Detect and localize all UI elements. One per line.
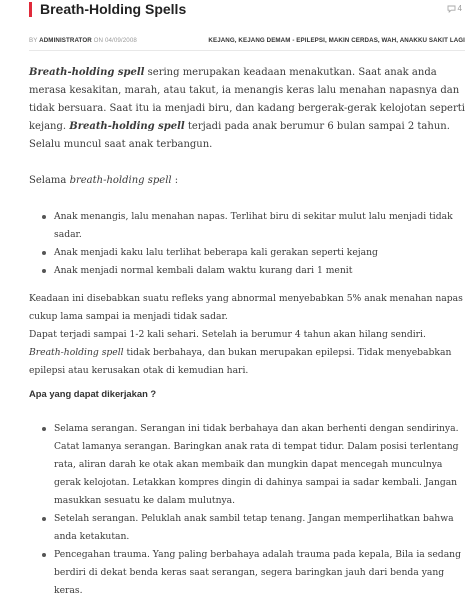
comment-count-value: 4 <box>457 4 462 13</box>
list-item: Anak menjadi normal kembali dalam waktu kurang dari 1 menit <box>29 262 465 280</box>
cause-line-1: Keadaan ini disebabkan suatu refleks yang abnormal menyebabkan 5% anak menahan napas cukup lama sampai ia menjadi tidak sadar. <box>29 293 463 322</box>
intro-paragraph <box>29 64 465 154</box>
post-date: 04/09/2008 <box>104 36 137 44</box>
comment-count[interactable] <box>447 4 462 13</box>
post-header <box>0 0 468 24</box>
symptoms-heading-end: : <box>171 175 179 186</box>
comment-icon <box>447 5 456 13</box>
list-item: Setelah serangan. Peluklah anak sambil tetap tenang. Jangan memperlihatkan bahwa anda ketakutan. <box>29 510 465 546</box>
post-byline <box>29 37 137 44</box>
term-bhs-2: Breath-holding spell <box>69 121 185 132</box>
list-item: Selama serangan. Serangan ini tidak berbahaya dan akan berhenti dengan sendirinya. Catat lamanya serangan. Baringkan anak rata di tempat tidur. Dalam posisi terlentang rata, aliran darah ke otak akan membaik dan mungkin dapat mencegah munculnya gerak kelojotan. Letakkan kompres dingin di dahinya sampai ia sadar kembali. Jangan masukkan sesuatu ke dalam mulutnya. <box>29 420 465 510</box>
on-label: ON <box>93 36 104 44</box>
list-item: Anak menangis, lalu menahan napas. Terlihat biru di sekitar mulut lalu menjadi tidak sadar. <box>29 208 465 244</box>
post-title[interactable]: Breath-Holding Spells <box>40 1 187 17</box>
cause-line-2: Dapat terjadi sampai 1-2 kali sehari. Setelah ia berumur 4 tahun akan hilang sendiri. <box>29 329 426 340</box>
intro-text-1: sering merupakan keadaan menakutkan. Saat anak anda merasa kesakitan, marah, atau takut, ia menangis keras lalu menahan napasnya dan tidak bersuara. Saat itu ia menjadi biru, dan kadang bergerak-gerak kelojotan seperti kejang. <box>29 67 465 132</box>
actions-list <box>29 420 465 600</box>
symptoms-heading-text: Selama <box>29 175 70 186</box>
symptoms-heading <box>29 172 178 190</box>
by-label: BY <box>29 36 38 44</box>
cause-term: Breath-holding spell <box>29 347 124 358</box>
term-bhs-1: Breath-holding spell <box>29 67 145 78</box>
what-to-do-heading: Apa yang dapat dikerjakan ? <box>29 388 157 399</box>
intro-text-2: terjadi pada anak berumur 6 bulan sampai 2 tahun. Selalu muncul saat anak terbangun. <box>29 121 450 150</box>
cause-paragraph <box>29 290 465 380</box>
symptoms-heading-term: breath-holding spell <box>69 175 172 186</box>
post-meta <box>29 33 465 47</box>
title-accent-bar <box>29 2 32 17</box>
symptoms-list <box>29 208 465 280</box>
meta-divider <box>29 50 465 51</box>
list-item: Anak menjadi kaku lalu terlihat beberapa kali gerakan seperti kejang <box>29 244 465 262</box>
cause-line-3: tidak berbahaya, dan bukan merupakan epilepsi. Tidak menyebabkan epilepsi atau kerusakan otak di kemudian hari. <box>29 347 452 376</box>
author-link[interactable]: ADMINISTRATOR <box>39 36 92 44</box>
list-item: Pencegahan trauma. Yang paling berbahaya adalah trauma pada kepala, Bila ia sedang berdiri di dekat benda keras saat serangan, segera baringkan jauh dari benda yang keras. <box>29 546 465 600</box>
post-tags[interactable]: KEJANG, KEJANG DEMAM - EPILEPSI, MAKIN CERDAS, WAH, ANAKKU SAKIT LAGI <box>208 36 465 44</box>
